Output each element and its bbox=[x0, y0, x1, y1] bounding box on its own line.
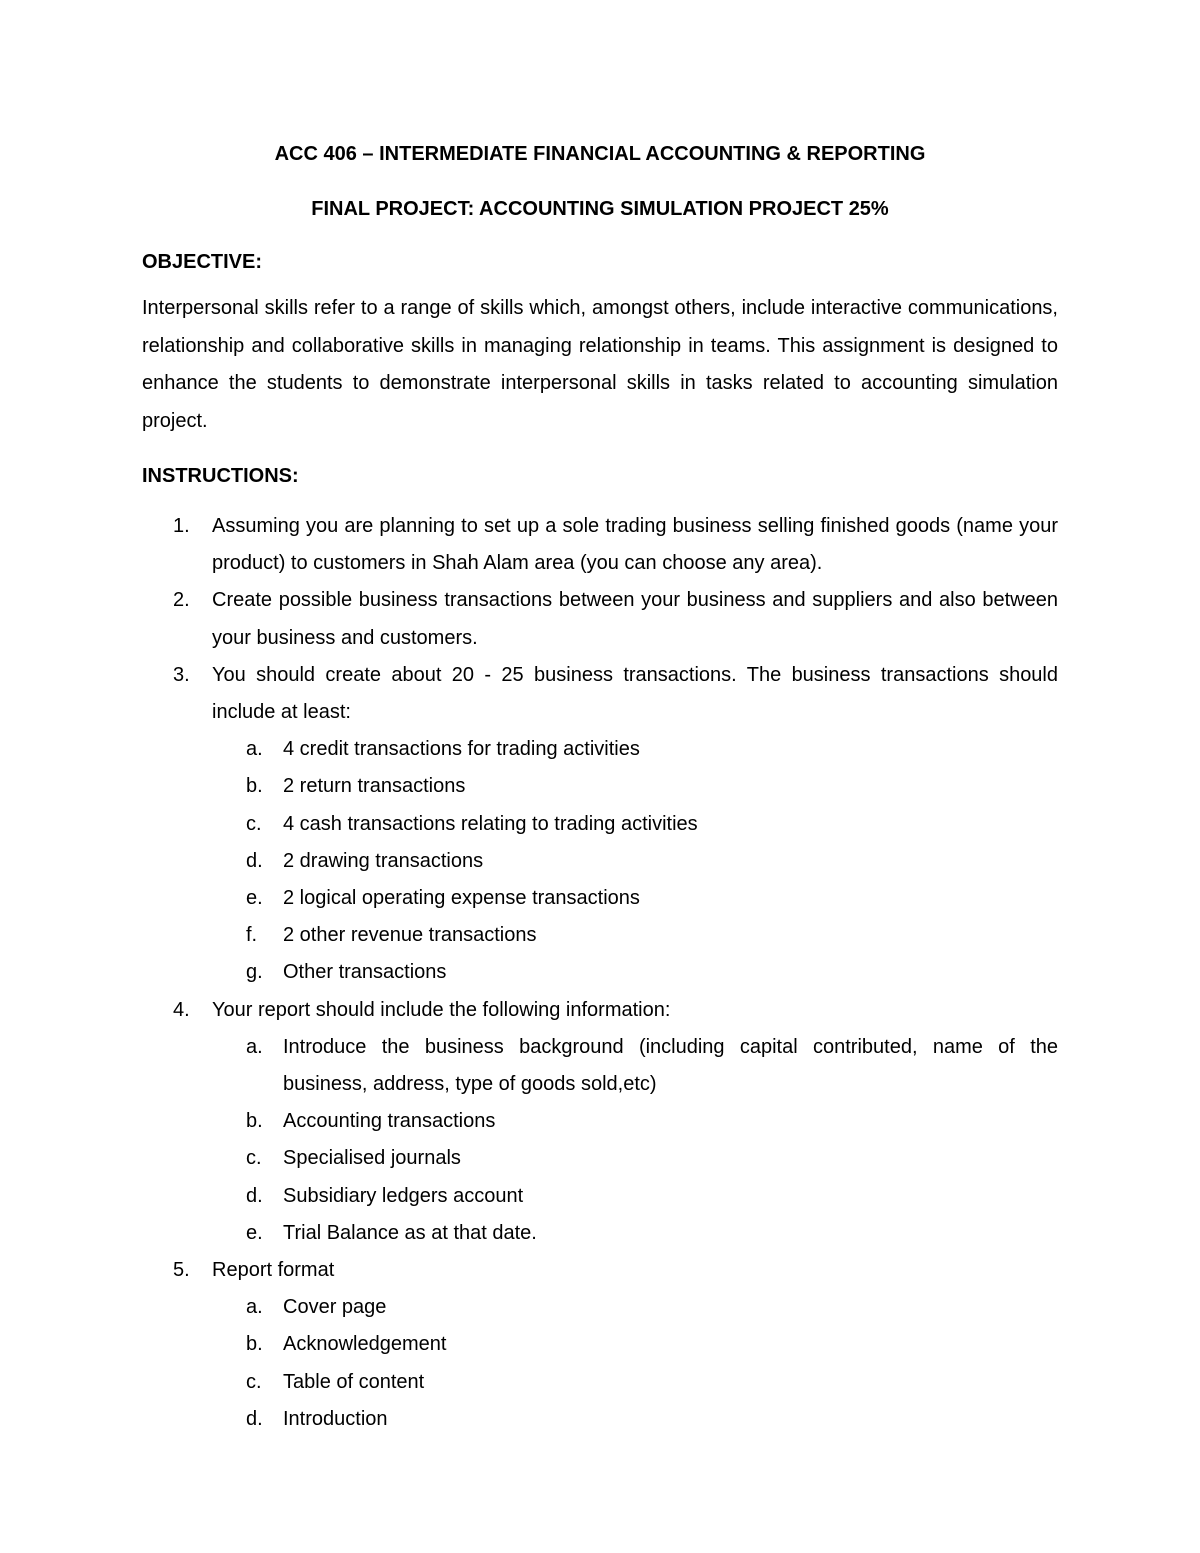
subitem-text: Acknowledgement bbox=[283, 1333, 447, 1356]
subitem-letter: g. bbox=[246, 961, 263, 984]
instruction-subitem bbox=[142, 1140, 1058, 1177]
instruction-subitem bbox=[142, 1103, 1058, 1140]
instruction-text: You should create about 20 - 25 business transactions. The business transactions should include at least: bbox=[212, 663, 1058, 724]
subitem-text: Cover page bbox=[283, 1296, 387, 1319]
instruction-item bbox=[142, 992, 1058, 1252]
instruction-number: 4. bbox=[173, 998, 190, 1021]
subitem-letter: b. bbox=[246, 1110, 263, 1133]
subitem-letter: d. bbox=[246, 849, 263, 872]
instruction-text: Your report should include the following information: bbox=[212, 998, 671, 1021]
subitem-text: Subsidiary ledgers account bbox=[283, 1184, 524, 1207]
subitem-letter: f. bbox=[246, 924, 258, 947]
instruction-subitem bbox=[142, 843, 1058, 880]
subitem-text: Introduce the business background (including capital contributed, name of the business, address, type of goods sold,etc) bbox=[283, 1035, 1058, 1096]
subitem-text: 4 cash transactions relating to trading activities bbox=[283, 812, 698, 835]
subitem-letter: b. bbox=[246, 775, 263, 798]
subitem-letter: c. bbox=[246, 1147, 262, 1170]
subitem-text: 2 other revenue transactions bbox=[283, 924, 537, 947]
instruction-subitem bbox=[142, 806, 1058, 843]
subitem-letter: a. bbox=[246, 1035, 263, 1058]
instruction-subitem bbox=[142, 1178, 1058, 1215]
instruction-subitem bbox=[142, 731, 1058, 768]
subitem-letter: d. bbox=[246, 1184, 263, 1207]
instruction-item bbox=[142, 508, 1058, 582]
instruction-subitem bbox=[142, 768, 1058, 805]
instruction-item bbox=[142, 657, 1058, 992]
document-subtitle: FINAL PROJECT: ACCOUNTING SIMULATION PROJECT 25% bbox=[311, 198, 889, 220]
subitem-text: 2 logical operating expense transactions bbox=[283, 887, 640, 910]
instruction-subitem bbox=[142, 1364, 1058, 1401]
instructions-list bbox=[142, 508, 1058, 1438]
instruction-subitem bbox=[142, 917, 1058, 954]
instruction-number: 2. bbox=[173, 589, 190, 612]
subitem-text: Table of content bbox=[283, 1370, 425, 1393]
instructions-heading: INSTRUCTIONS: bbox=[142, 465, 299, 487]
subitem-letter: c. bbox=[246, 1370, 262, 1393]
instruction-subitem bbox=[142, 1401, 1058, 1438]
subitem-letter: d. bbox=[246, 1407, 263, 1430]
subitem-text: Specialised journals bbox=[283, 1147, 461, 1170]
instruction-number: 3. bbox=[173, 663, 190, 686]
subitem-letter: e. bbox=[246, 887, 263, 910]
subitem-text: 2 return transactions bbox=[283, 775, 466, 798]
subitem-text: Trial Balance as at that date. bbox=[283, 1221, 537, 1244]
instruction-item bbox=[142, 582, 1058, 656]
subitem-text: 2 drawing transactions bbox=[283, 849, 484, 872]
instruction-subitem bbox=[142, 880, 1058, 917]
instruction-text: Report format bbox=[212, 1259, 335, 1282]
instruction-subitem bbox=[142, 1029, 1058, 1103]
instruction-subitem bbox=[142, 954, 1058, 991]
subitem-letter: a. bbox=[246, 738, 263, 761]
subitem-letter: c. bbox=[246, 812, 262, 835]
instruction-subitem bbox=[142, 1326, 1058, 1363]
subitem-text: 4 credit transactions for trading activities bbox=[283, 738, 640, 761]
objective-heading: OBJECTIVE: bbox=[142, 251, 263, 273]
instruction-number: 1. bbox=[173, 515, 190, 537]
subitem-text: Accounting transactions bbox=[283, 1110, 496, 1133]
instruction-subitem bbox=[142, 1215, 1058, 1252]
instruction-text: Create possible business transactions between your business and suppliers and also between your business and customers. bbox=[212, 589, 1058, 649]
subitem-text: Other transactions bbox=[283, 961, 447, 984]
subitem-letter: e. bbox=[246, 1221, 263, 1244]
instruction-number: 5. bbox=[173, 1259, 190, 1282]
subitem-letter: b. bbox=[246, 1333, 263, 1356]
instruction-item bbox=[142, 1252, 1058, 1438]
instruction-subitem bbox=[142, 1289, 1058, 1326]
objective-paragraph: Interpersonal skills refer to a range of skills which, amongst others, include interactive communications, relationship and collaborative skills in managing relationship in teams. This assignment is designed to enhance the students to demonstrate interpersonal skills in tasks related to accounting simulation project. bbox=[142, 297, 1058, 432]
instruction-text: Assuming you are planning to set up a sole trading business selling finished goods (name your product) to customers in Shah Alam area (you can choose any area). bbox=[212, 515, 1058, 575]
document-title: ACC 406 – INTERMEDIATE FINANCIAL ACCOUNTING & REPORTING bbox=[274, 143, 926, 165]
subitem-text: Introduction bbox=[283, 1407, 388, 1430]
subitem-letter: a. bbox=[246, 1296, 263, 1319]
